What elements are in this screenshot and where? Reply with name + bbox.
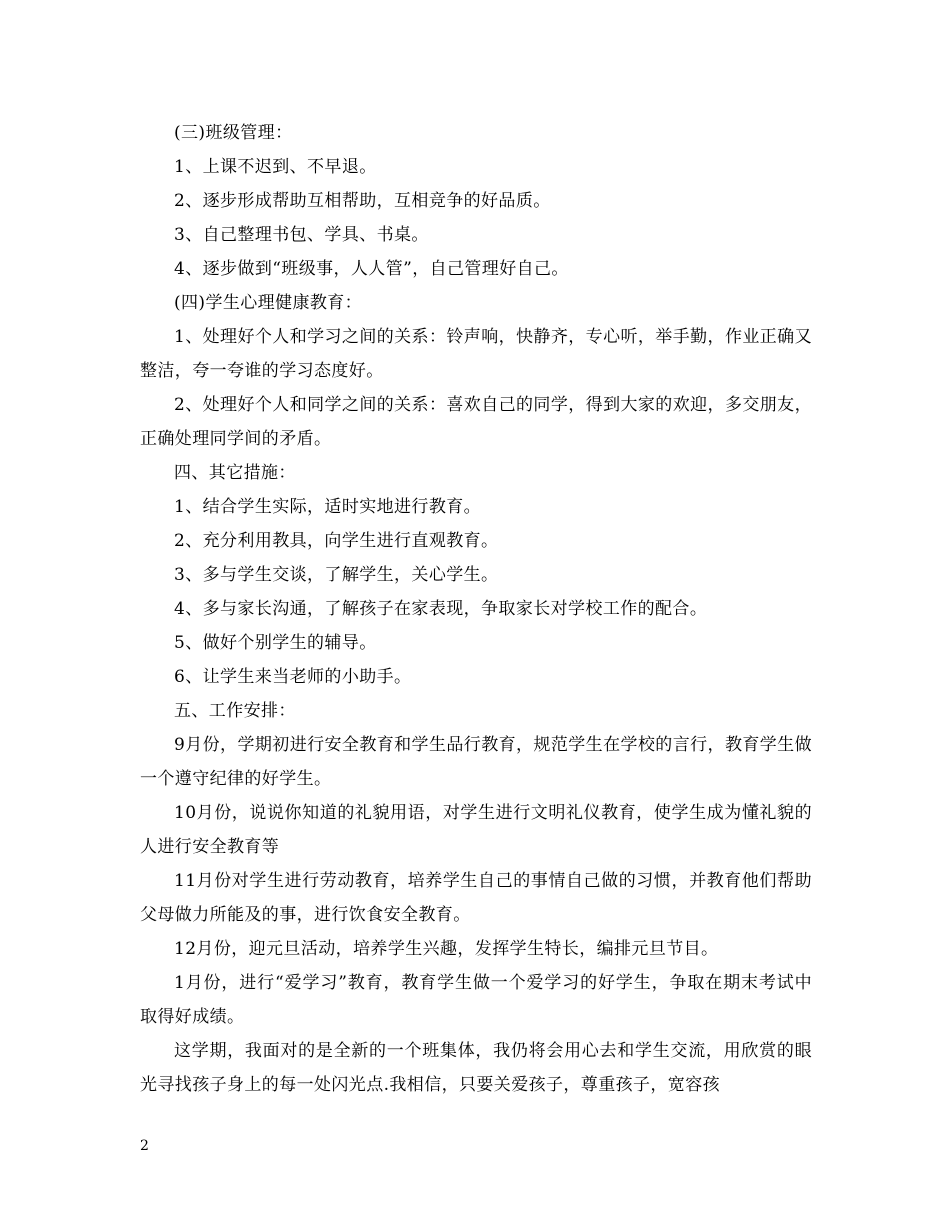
list-item: 3、自己整理书包、学具、书桌。 [174, 225, 429, 245]
page-number: 2 [140, 1138, 149, 1154]
document-body [140, 116, 812, 1102]
schedule-item: 9月份，学期初进行安全教育和学生品行教育，规范学生在学校的言行，教育学生做一个遵守纪律的好学生。 [140, 735, 812, 789]
list-item: 2、处理好个人和同学之间的关系：喜欢自己的同学，得到大家的欢迎，多交朋友，正确处理同学间的矛盾。 [140, 395, 812, 449]
list-item: 1、结合学生实际，适时实地进行教育。 [174, 497, 482, 517]
heading-mental-health: (四)学生心理健康教育： [174, 293, 363, 313]
list-item: 3、多与学生交谈，了解学生，关心学生。 [174, 565, 499, 585]
list-item: 4、逐步做到“班级事，人人管”，自己管理好自己。 [174, 259, 569, 279]
heading-class-management: (三)班级管理： [174, 123, 293, 143]
list-item: 2、充分利用教具，向学生进行直观教育。 [174, 531, 499, 551]
list-item: 6、让学生来当老师的小助手。 [174, 667, 412, 687]
heading-other-measures: 四、其它措施： [174, 463, 296, 483]
closing-paragraph: 这学期，我面对的是全新的一个班集体，我仍将会用心去和学生交流，用欣赏的眼光寻找孩子身上的每一处闪光点.我相信，只要关爱孩子，尊重孩子，宽容孩 [140, 1041, 812, 1095]
schedule-item: 1月份，进行“爱学习”教育，教育学生做一个爱学习的好学生，争取在期末考试中取得好成绩。 [140, 973, 812, 1027]
list-item: 4、多与家长沟通，了解孩子在家表现，争取家长对学校工作的配合。 [174, 599, 708, 619]
list-item: 1、上课不迟到、不早退。 [174, 157, 377, 177]
list-item: 5、做好个别学生的辅导。 [174, 633, 377, 653]
list-item: 1、处理好个人和学习之间的关系：铃声响，快静齐，专心听，举手勤，作业正确又整洁，夸一夸谁的学习态度好。 [140, 327, 812, 381]
schedule-item: 10月份，说说你知道的礼貌用语，对学生进行文明礼仪教育，使学生成为懂礼貌的人进行安全教育等 [140, 803, 812, 857]
heading-work-schedule: 五、工作安排： [174, 701, 296, 721]
schedule-item: 11月份对学生进行劳动教育，培养学生自己的事情自己做的习惯，并教育他们帮助父母做力所能及的事，进行饮食安全教育。 [140, 871, 812, 925]
schedule-item: 12月份，迎元旦活动，培养学生兴趣，发挥学生特长，编排元旦节目。 [174, 939, 719, 959]
list-item: 2、逐步形成帮助互相帮助，互相竞争的好品质。 [174, 191, 551, 211]
